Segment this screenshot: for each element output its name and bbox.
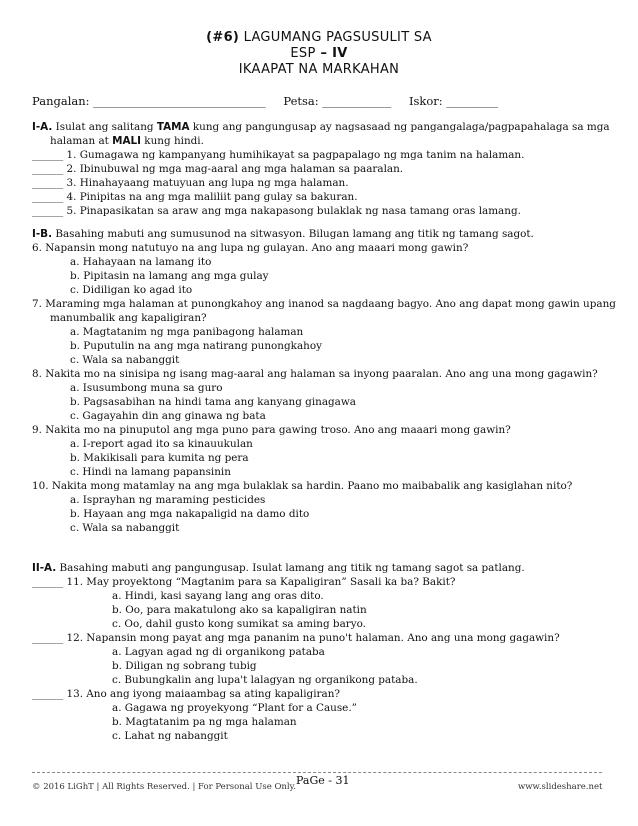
question-item: ______ 3. Hinahayaang matuyuan ang lupa ng mga halaman. — [32, 177, 349, 189]
question-7-cont: manumbalik ang kapaligiran? — [50, 312, 207, 324]
option: b. Magtatanim pa ng mga halaman — [112, 716, 297, 728]
question-11: ______ 11. May proyektong “Magtanim para sa Kapaligiran” Sasali ka ba? Bakit? — [32, 576, 456, 588]
option: b. Pagsasabihan na hindi tama ang kanyang ginagawa — [70, 396, 356, 408]
footer-copyright: © 2016 LiGhT | All Rights Reserved. | For Personal Use Only. — [32, 782, 297, 792]
date-field: Petsa: ____________ — [283, 94, 392, 108]
option: c. Wala sa nabanggit — [70, 522, 180, 534]
option: a. Hahayaan na lamang ito — [70, 256, 212, 268]
option: c. Hindi na lamang papansinin — [70, 466, 231, 478]
title-line-2 — [0, 46, 638, 62]
question-item: ______ 2. Ibinubuwal ng mga mag-aaral ang mga halaman sa paaralan. — [32, 163, 404, 175]
option: b. Puputulin na ang mga natirang punongkahoy — [70, 340, 322, 352]
question-10: 10. Nakita mong matamlay na ang mga bulaklak sa hardin. Paano mo maibabalik ang kasiglahan nito? — [32, 480, 573, 492]
keyword-mali: MALI — [112, 135, 141, 147]
option: c. Didiligan ko agad ito — [70, 284, 193, 296]
question-item: ______ 5. Pinapasikatan sa araw ang mga nakapasong bulaklak ng nasa tamang oras lamang. — [32, 205, 521, 217]
quiz-number: (#6) — [206, 30, 240, 45]
section-1a-instruction: I-A. Isulat ang salitang TAMA kung ang pangungusap ay nagsasaad ng pangangalaga/pagpapahalaga sa mga — [32, 121, 610, 133]
option: a. Hindi, kasi sayang lang ang oras dito. — [112, 590, 324, 602]
subject: ESP — [290, 46, 316, 61]
keyword-tama: TAMA — [156, 121, 190, 133]
question-7: 7. Maraming mga halaman at punongkahoy ang inanod sa nagdaang bagyo. Ano ang dapat mong gawin upang — [32, 298, 616, 310]
question-8: 8. Nakita mo na sinisipa ng isang mag-aaral ang halaman sa inyong paaralan. Ano ang una mong gagawin? — [32, 368, 598, 380]
question-item: ______ 4. Pinipitas na ang mga maliliit pang gulay sa bakuran. — [32, 191, 358, 203]
option: c. Gagayahin din ang ginawa ng bata — [70, 410, 266, 422]
option: b. Hayaan ang mga nakapaligid na damo dito — [70, 508, 310, 520]
page-number: PaGe - 31 — [296, 774, 350, 787]
section-2a-label: II-A. — [32, 562, 57, 574]
option: c. Lahat ng nabanggit — [112, 730, 228, 742]
student-info-row — [32, 94, 612, 109]
question-13: ______ 13. Ano ang iyong maiaambag sa ating kapaligiran? — [32, 688, 340, 700]
option: c. Oo, dahil gusto kong sumikat sa aming baryo. — [112, 618, 366, 630]
option: c. Wala sa nabanggit — [70, 354, 180, 366]
option: a. Gagawa ng proyekyong “Plant for a Cause.” — [112, 702, 357, 714]
option: b. Oo, para makatulong ako sa kapaligiran natin — [112, 604, 367, 616]
option: a. Lagyan agad ng di organikong pataba — [112, 646, 325, 658]
question-6: 6. Napansin mong natutuyo na ang lupa ng gulayan. Ano ang maaari mong gawin? — [32, 242, 469, 254]
option: a. Magtatanim ng mga panibagong halaman — [70, 326, 304, 338]
option: b. Makikisali para kumita ng pera — [70, 452, 249, 464]
section-2a-instruction: II-A. Basahing mabuti ang pangungusap. Isulat lamang ang titik ng tamang sagot sa patlang. — [32, 562, 525, 574]
question-12: ______ 12. Napansin mong payat ang mga pananim na puno't halaman. Ano ang una mong gagawin? — [32, 632, 560, 644]
option: b. Diligan ng sobrang tubig — [112, 660, 257, 672]
grade: – IV — [315, 46, 348, 61]
name-field: Pangalan: ______________________________ — [32, 94, 266, 108]
section-1b-instruction: I-B. Basahing mabuti ang sumusunod na sitwasyon. Bilugan lamang ang titik ng tamang sagot. — [32, 228, 534, 240]
option: a. Isusumbong muna sa guro — [70, 382, 223, 394]
option: c. Bubungkalin ang lupa't lalagyan ng organikong pataba. — [112, 674, 418, 686]
section-1a-label: I-A. — [32, 121, 53, 133]
section-1a-instruction-cont: halaman at MALI kung hindi. — [50, 135, 204, 147]
question-item: ______ 1. Gumagawa ng kampanyang humihikayat sa pagpapalago ng mga tanim na halaman. — [32, 149, 525, 161]
option: a. I-report agad ito sa kinauukulan — [70, 438, 253, 450]
footer-divider — [32, 772, 602, 773]
option: a. Isprayhan ng maraming pesticides — [70, 494, 266, 506]
score-field: Iskor: _________ — [408, 94, 499, 108]
question-9: 9. Nakita mo na pinuputol ang mga puno para gawing troso. Ano ang maaari mong gawin? — [32, 424, 511, 436]
title-line-1 — [0, 30, 638, 46]
footer-site: www.slideshare.net — [518, 782, 603, 792]
section-1b-label: I-B. — [32, 228, 53, 240]
option: b. Pipitasin na lamang ang mga gulay — [70, 270, 269, 282]
quiz-title: LAGUMANG PAGSUSULIT SA — [239, 30, 432, 45]
quarter-title: IKAAPAT NA MARKAHAN — [238, 62, 400, 77]
